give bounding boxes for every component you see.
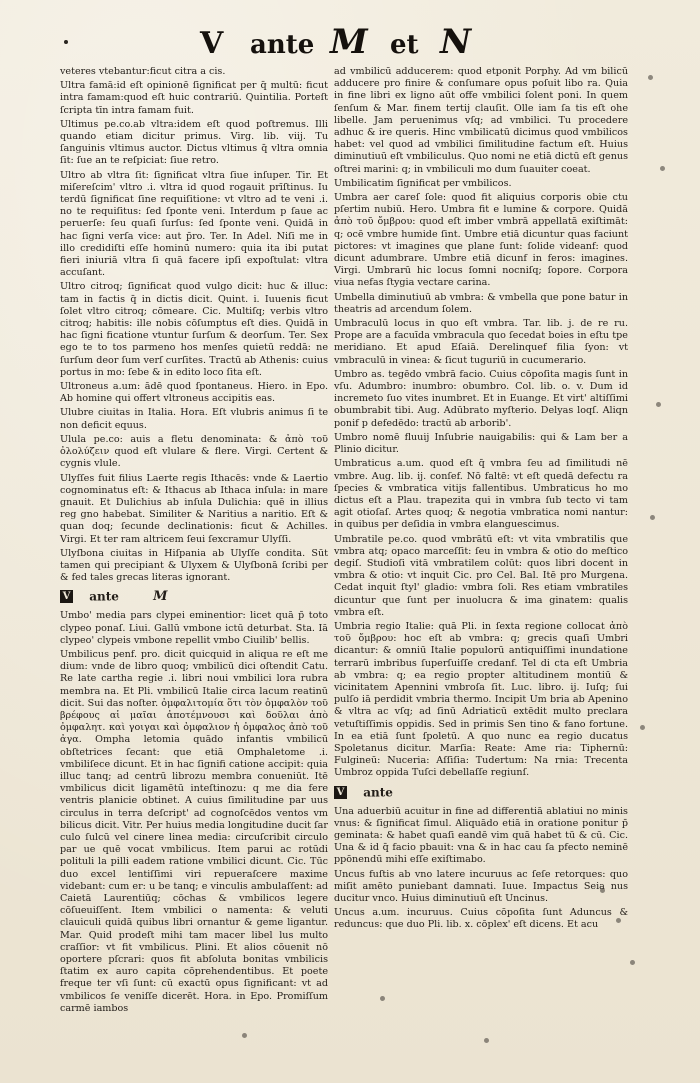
entry-paragraph: Ultro ab vltra ſit: ſignificat vltra ſiue inſuper. Tir. Et miſereſcim' vltro .i. vltra id quod rogauit prīſtinus. Iu terdū ſignificat ſine requiſitione: vt vltro ad te veni .i. no te requiſitus: ſed ſponte veni. Interdum p ſaue ac peruerſe: ſeu quaſi ſurſus: ſed ſponte veni. Quidā in hac ſigni verſa vice: aut p̄ro. Ter. In Adel. Niſi me in illo credidiſti eſſe hominū numero: quia ita ibi putat fieri iniuriā vltra ſi quā facere ipſi expoſtulat: vltra accuſant.	[60, 169, 328, 279]
margin-dot	[64, 40, 68, 44]
ink-spot	[630, 960, 635, 965]
entry-paragraph: Umbro as. tegēdo vmbrā facio. Cuius cōpoſita magis ſunt in vſu. Adumbro: inumbro: obumbro. Col. lib. o. v. Dum id incremeto ſuo vites inumbret. Et in Euange. Et virt' altiſſimi obumbrabit tibi. Aug. Adūbrato myſterio. Delyas loqſ. Aliqn ponif p defedēdo: tractū ab arborib'.	[334, 368, 628, 429]
page-header	[0, 22, 700, 62]
section-heading-v-ante-m	[60, 590, 328, 606]
entry-paragraph: Ulubre ciuitas in Italia. Hora. Eſt vlubris animus ſi te non deficit equus.	[60, 407, 328, 431]
ink-spot	[660, 166, 665, 171]
entry-paragraph: veteres vtebantur:ficut citra a cis.	[60, 66, 226, 77]
entry-paragraph: Umbo' media pars clypei eminentior: licet quā p̄ toto clypeo ponaſ. Liui. Gallū vmbone ictū deturbat. Sta. Iā clypeo' clypeis vmbone repellit vmbo Ciuilib' bellis.	[60, 610, 328, 646]
entry-paragraph: Ulyſbona ciuitas in Hiſpania ab Ulyſſe condita. Sūt tamen qui precipiant & Ulyxem & Ulyſbonā ſcribi per & fed tales grecas literas ignorant.	[60, 547, 328, 584]
section-heading-second-initial: M	[153, 588, 168, 604]
entry-paragraph: Umbro nomē fluuij Inſubrie nauigabilis: qui & Lam ber a Plinio dicitur.	[334, 431, 628, 456]
entry-paragraph: Umbra aer careſ ſole: quod fit aliquius corporis obie ctu pſertim nubiū. Hero. Umbra fit e lumine & corpore. Quidā ἀπὸ τοῦ ὄμβρου: quod eſt imber vmbrā appellatā exiſtimāt: q; ocē vmbre humide ſint. Umbre etiā dicuntur quas faciunt pictores: vt imagines que plane ſunt: ſolide videanf: quod dicunt adumbrare. Umbre etiā dicunf in feros: imagines. Virgi. Umbrarū hic locus ſomni nocniſq; ſopore. Corpora viua nefas ſtygia vectare carina.	[334, 192, 628, 289]
header-letter: V	[200, 26, 224, 61]
entry-paragraph: Ultra famā:id eſt opinionē ſignificat per q̄ multū: ficut intra famam:quod eſt huic contrariū. Quintilia. Porteſt ſcripta tīn intra famam fuit.	[60, 80, 328, 116]
header-et: et	[390, 30, 419, 60]
header-ante: ante	[250, 30, 315, 60]
entry-paragraph: ad vmbilicū adducerem: quod etponit Porphy. Ad vm bilicū adducere pro finire & conſumare opus poſuit libo ra. Quia in fine libri ex ligno aūt offe vmbilici ſolent poni. In quem ſenſum & Mar. finem tertij clauſit. Olle iam ſa tis eſt ohe libelle. Jam peruenimus vſq; ad vmbilici. Tu procedere adhuc & ire queris. Hinc vmbilicatū dicimus quod vmbilicos habet: vel quod ad vmbilici ſimilitudine factum eſt. Huius diminutiuū eſt vmbiliculus. Quo nomi ne etiā dictū eſt genus oſtrei marini: q; in vmbiliculi mo dum ſuauiter coeat.	[334, 66, 628, 175]
ink-spot	[484, 1038, 489, 1043]
entry-paragraph: Ultroneus a.um: ādē quod ſpontaneus. Hiero. in Epo. Ab homine qui offert vltroneus accipitis eas.	[60, 381, 328, 405]
entry-paragraph: Umbria regio Italie: quā Pli. in ſexta regione collocat ἀπὸ τοῦ ὄμβρου: hoc eſt ab vmbra: q; grecis quaſi Umbri dicantur: & omniū Italie populorū antiquiſſimi inundatione terrarū imbribus ſuperſuiſſe credanf. Tel di cta eſt Umbria ab vmbra: q; ea regio propter altitudinem montiū & vicinitatem Apennini vmbroſa ſit. Luc. libro. ij. Iuſq; ſui pulſo iā perdidit vmbria thermo. Incipit Um bria ab Apenino & vltra ac vſq; ad ſinū Adriaticū extēdit multo preclara vetuſtiſſimis oppidis. Sed in primis Sen tino & fano fortune. In ea etiā ſunt ſpoletū. A quo nunc ea regio ducatus Spoletanus dicitur. Marſia: Reate: Ame ria: Tiphernū: Fulgineū: Nuceria: Aſſiſia: Tudertum: Na rnia: Trecenta Umbroz oppida Tuſci debellaſſe regiunſ.	[334, 620, 628, 779]
section-heading-v-ante	[334, 786, 628, 802]
entry-paragraph: Ultimus pe.co.ab vltra:idem eſt quod poſtremus. Illi quando etiam dicitur primus. Virg. lib. viij. Tu ſanguinis vltimus auctor. Dictus vltimus q̄ vltra omnia ſit: ſue an te reſpiciat: ſiue retro.	[60, 118, 328, 167]
entry-paragraph: Umbilicatim ſignificat per vmbilicos.	[334, 177, 512, 189]
entry-paragraph: Umbella diminutiuū ab vmbra: & vmbella que pone batur in theatris ad arcendum ſolem.	[334, 291, 628, 315]
ink-spot	[242, 1033, 247, 1038]
entry-paragraph: Umbilicus penf. pro. dicit quicquid in aliqua re eſt me dium: vnde de libro quoq; vmbilicū dici oſtendit Catu. Re late cartha regie .i. libri noui vmbilici lora rubra membra na. Et Pli. vmbilicū Italie circa lacum reatinū dicit. Sui das noſter. ὀμφαλιτομία ὅτι τὸν ὀμφαλὸν τοῦ βρέφους αἱ μαῖαι ἀποτέμνουσι καὶ δοῦλαι ἀπὸ ὀμφαλητ. καὶ γοιγαι καὶ ὀμφαλιον ἡ ὀμφαλος ἀπὸ τοῦ ἀγα. Ompha letomia quādo infantis vmbilicū obſtetrices ſecant: que etiā Omphaletome .i. vmbiliſece dicunt. Et in hac ſignifi catione accipit: quia illuc tanq; ad centrū librozu membra conueniūt. Itē vmbilicus dicit ligamētū inteſtinozu: q me dia fere ventris planicie obtinet. A cuius ſimilitudine par uus circulus in terra deſcript' ad cognoſcēdos ventos vm bilicus dicit. Vitr. Per huius media longitudine ducit ſar culo ſulcū vel cinere linea media: circuſcribit circulo par ue quē vocat vmbilicus. Item parui ac rotūdi polituli la pilli eadem ratione vmbilici dicunt. Cic. Tūc duo excel lentiſſimi viri repueraſcere maxime videbant: cum er: u be tanq; e vinculis ambulaſſent: ad Caietā Laurentiūq; cōchas & vmbilicos legere cōſueuiſſent. Item vmbilici o namenta: & veluti clauiculi quidā quibus libri ornantur & geme ligantur. Mar. Quid prodeſt mihi tam macer libel lus multo craſſior: vt fit vmbilicus. Plini. Et alios cōuenit nō oportere pſcrari: quos fit abſoluta bonitas vmbilicis ſtatim ex auro capita cōprehendentibus. Et poete freque ter vſi ſunt: cū exactū opus ſignificant: vt ad vmbilicos ſe veniſſe dicerēt. Hora. in Epo. Promiſſum carmē iambos	[60, 648, 328, 1014]
entry-paragraph: Uncus fuſtis ab vno latere incuruus ac ſeſe retorques: quo miſit amēto puniebant damnati. Iuue. Impactus Seia nus ducitur vnco. Huius diminutiuū eſt Uncinus.	[334, 868, 628, 904]
ink-spot	[656, 402, 661, 407]
ink-spot	[640, 725, 645, 730]
header-m-initial: M	[330, 22, 368, 62]
entry-paragraph: Umbraticus a.um. quod eſt q̄ vmbra ſeu ad ſimilitudi nē vmbre. Aug. lib. ij. conſef. Nō faltē: vt eſt quedā defectu ra ſpecies & vmbratica vitijs fallentibus. Umbraticus ho mo dictus eſt a Plau. trapezita qui in vmbra ſub tecto vi tam agit otioſaſ. Artes quoq; & negotia vmbratica nomi nantur: in quibus per deſidia in vmbra elanguescimus.	[334, 458, 628, 531]
decorated-initial: V	[60, 590, 73, 603]
section-heading-word: ante	[363, 784, 393, 799]
right-column	[334, 66, 628, 932]
entry-paragraph: Umbraculū locus in quo eſt vmbra. Tar. lib. j. de re ru. Prope are a facuīda vmbracula quo ſecedat boies in eſtu tpe meridiano. Et apud Eſaiā. Derelinquef filia ſyon: vt vmbraculū in vinea: & ſicut tuguriū in cucumerario.	[334, 318, 628, 366]
section-heading-word: ante	[89, 589, 119, 604]
ink-spot	[648, 75, 653, 80]
entry-paragraph: Uncus a.um. incuruus. Cuius cōpoſita ſunt Aduncus & reduncus: que duo Pli. lib. x. cōplex' eſt dicens. Et acu	[334, 907, 628, 931]
entry-paragraph: Ultro citroq; ſignificat quod vulgo dicit: huc & illuc: tam in factis q̄ in dictis dicit. Quint. i. Iuuenis ficut ſolet vltro citroq; cōmeare. Cic. Multiſq; verbis vltro citroq; habitis: ille nobis cōſumptus eſt dies. Quidā in hac ſigni ficatione vtuntur ſurſum & deorſum. Ter. Sex ego te to tos parmeno hos menſes quietū reddā: ne ſurſum deor ſum verſ curſites. Tractū ab Athenis: cuius portus in mo: ſebe & in edito loco ſita eſt.	[60, 281, 328, 378]
ink-spot	[650, 515, 655, 520]
entry-paragraph: Umbratile pe.co. quod vmbrātū eſt: vt vita vmbratilis que vmbra atq; opaco marceſſit: ſeu in vmbra & otio do meſtico degiſ. Studioſi vitā vmbratilem colūt: quos libri docent in vmbra & otio: vt inquit Cic. pro Cel. Bal. Itē pro Murgena. Cedat inquit ſtyl' gladio: vmbra ſoli. Res etiam vmbratiles dicuntur que ſunt per inuolucra & ima ginatem: qualis vmbra eſt.	[334, 533, 628, 618]
entry-paragraph: Una aduerbiū acuitur in fine ad differentiā ablatiui no minis vnus: & ſignificat ſimul. Aliquādo etiā in oratione ponitur p̄ geminata: & habet quaſi eandē vim quā habet tū & cū. Cic. Una & id q̄ facio pbauit: vna & in hac cau ſa pfecto neminē ppōnendū mihi eſſe exiſtimabo.	[334, 805, 628, 866]
header-n-initial: N	[440, 22, 472, 62]
left-column	[60, 66, 328, 1015]
entry-paragraph: Ulula pe.co: auis a fletu denominata: & ἀπὸ τοῦ ὀλολύζειν quod eſt vlulare & flere. Virgi. Certent & cygnis vlule.	[60, 433, 328, 470]
decorated-initial: V	[334, 786, 347, 799]
ink-spot	[380, 996, 385, 1001]
entry-paragraph: Ulyſſes fuit filius Laerte regis Ithacēs: vnde & Laertio cognominatus eſt: & Ithacus ab Ithaca inſula: in mare gnauit. Et Dulichius ab inſula Dulichia: quē in illius reg gno habebat. Similiter & Naritius a naritio. Eſt & quan doq; ſecunde declinationis: ficut & Achilles. Virgi. Et ter ram altricem ſeui ſexcramur Ulyſſi.	[60, 472, 328, 545]
